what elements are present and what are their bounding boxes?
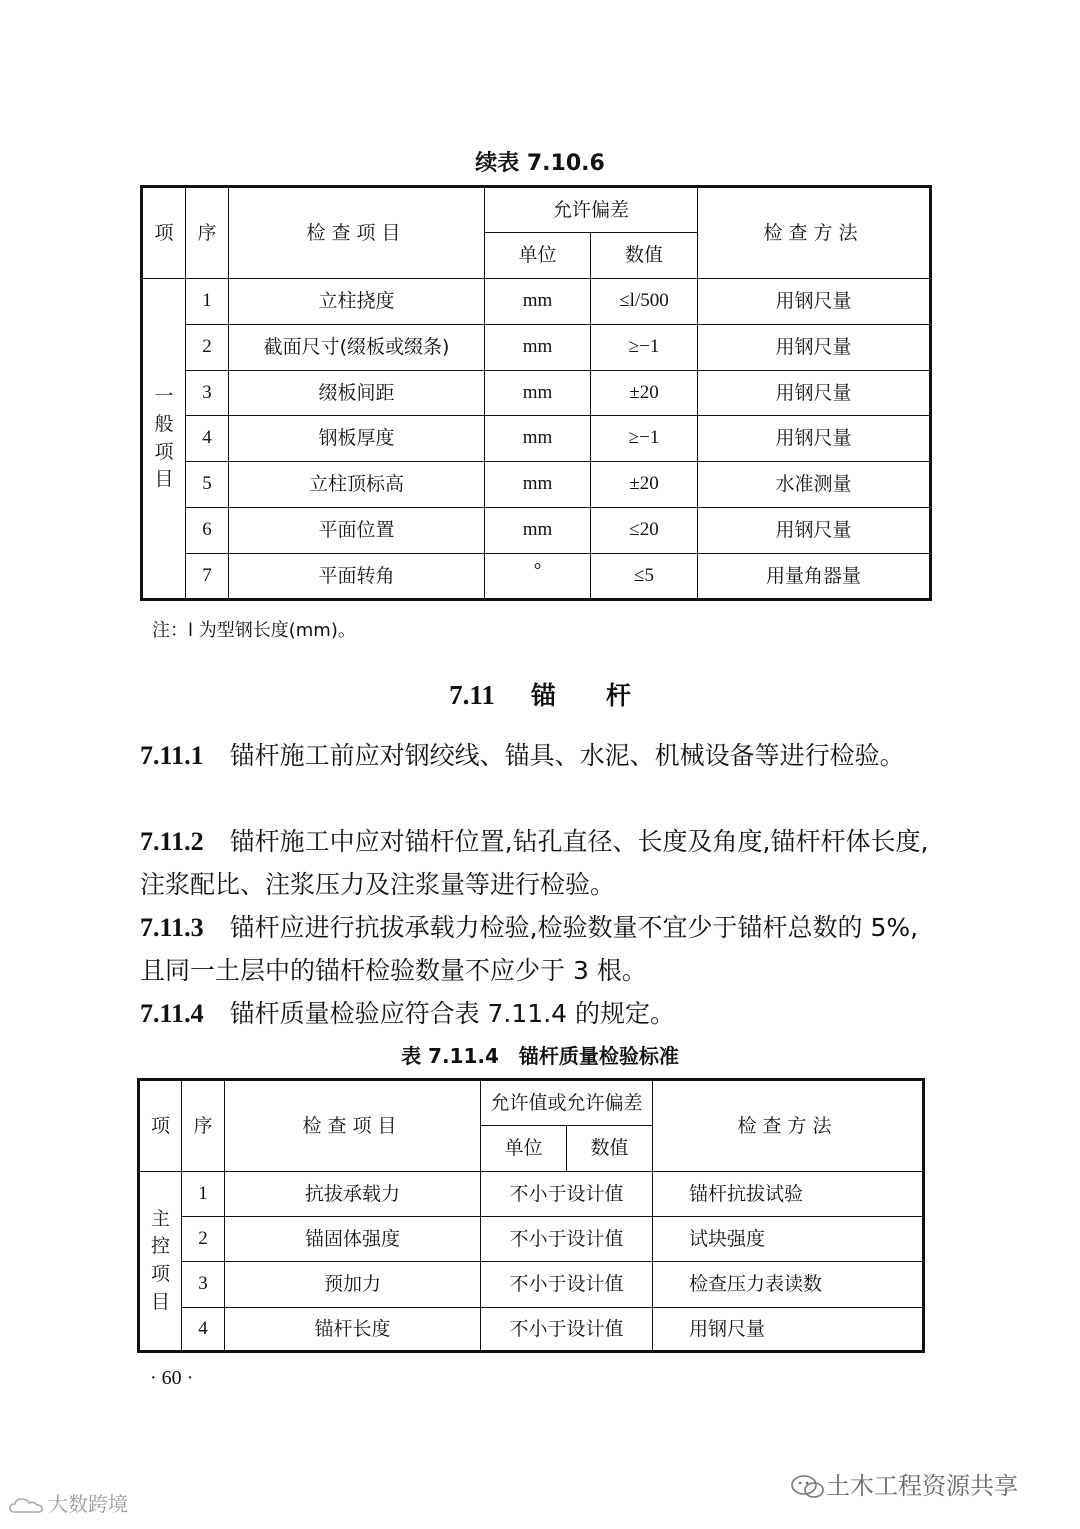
clause-number: 7.11.4 (140, 999, 204, 1028)
table-row (139, 1308, 924, 1352)
row-unit: ° (485, 554, 591, 600)
row-method: 水准测量 (698, 462, 931, 508)
t1-header-tolerance: 允许偏差 (485, 187, 698, 233)
row-seq: 1 (182, 1172, 225, 1217)
row-item: 钢板厚度 (229, 416, 485, 462)
row-unit: mm (485, 462, 591, 508)
table-row (142, 416, 931, 462)
row-method: 用量角器量 (698, 554, 931, 600)
t2-header-tolerance: 允许值或允许偏差 (481, 1080, 653, 1126)
clause-7-11-1 (140, 734, 930, 777)
t2-header-seq: 序 (182, 1080, 225, 1172)
row-item: 平面位置 (229, 508, 485, 554)
table-row (142, 279, 931, 325)
clause-7-11-3 (140, 906, 930, 992)
clause-text: 锚杆施工中应对锚杆位置,钻孔直径、长度及角度,锚杆杆体长度,注浆配比、注浆压力及注浆量等进行检验。 (140, 827, 929, 899)
watermark-left-text: 大数跨境 (48, 1492, 128, 1516)
wechat-icon (790, 1473, 826, 1501)
row-unit: mm (485, 279, 591, 325)
row-value: ≤5 (591, 554, 698, 600)
clause-text: 锚杆应进行抗拔承载力检验,检验数量不宜少于锚杆总数的 5%,且同一土层中的锚杆检验数量不应少于 3 根。 (140, 913, 919, 985)
table2-caption: 表 7.11.4 锚杆质量检验标准 (401, 1044, 679, 1068)
row-seq: 2 (182, 1217, 225, 1262)
row-item: 抗拔承载力 (225, 1172, 481, 1217)
clause-7-11-2 (140, 820, 930, 906)
table-row (142, 508, 931, 554)
t1-header-seq: 序 (186, 187, 229, 279)
table-row (142, 325, 931, 371)
row-method: 试块强度 (653, 1217, 924, 1262)
section-heading (0, 676, 1080, 712)
t2-header-value: 数值 (567, 1126, 653, 1172)
row-seq: 2 (186, 325, 229, 371)
section-title: 锚 杆 (530, 681, 631, 710)
t1-group-label: 一般项目 (142, 279, 186, 600)
row-seq: 4 (186, 416, 229, 462)
row-value: ≤20 (591, 508, 698, 554)
row-seq: 6 (186, 508, 229, 554)
row-item: 立柱顶标高 (229, 462, 485, 508)
row-value: ≥−1 (591, 416, 698, 462)
row-method: 用钢尺量 (653, 1308, 924, 1352)
row-seq: 3 (182, 1262, 225, 1308)
t1-header-method: 检查方法 (698, 187, 931, 279)
row-unit: mm (485, 416, 591, 462)
watermark-right (790, 1466, 1018, 1501)
row-method: 用钢尺量 (698, 371, 931, 416)
t1-header-value: 数值 (591, 233, 698, 279)
row-method: 用钢尺量 (698, 279, 931, 325)
row-value: ±20 (591, 371, 698, 416)
row-value: ≥−1 (591, 325, 698, 371)
table-row (142, 462, 931, 508)
clause-text: 锚杆施工前应对钢绞线、锚具、水泥、机械设备等进行检验。 (229, 741, 905, 770)
row-tolerance: 不小于设计值 (481, 1172, 653, 1217)
watermark-left (8, 1488, 128, 1517)
t2-header-unit: 单位 (481, 1126, 567, 1172)
section-number: 7.11 (449, 680, 495, 710)
row-method: 用钢尺量 (698, 508, 931, 554)
clause-number: 7.11.1 (140, 741, 204, 770)
t1-header-unit: 单位 (485, 233, 591, 279)
row-item: 截面尺寸(缀板或缀条) (229, 325, 485, 371)
row-seq: 4 (182, 1308, 225, 1352)
row-item: 锚杆长度 (225, 1308, 481, 1352)
row-unit: mm (485, 508, 591, 554)
page-number: · 60 · (150, 1367, 194, 1389)
row-item: 预加力 (225, 1262, 481, 1308)
row-item: 缀板间距 (229, 371, 485, 416)
table1 (140, 185, 932, 601)
t2-header-item: 项 (139, 1080, 182, 1172)
row-value: ≤l/500 (591, 279, 698, 325)
row-item: 平面转角 (229, 554, 485, 600)
t2-header-check-item: 检查项目 (225, 1080, 481, 1172)
row-method: 锚杆抗拔试验 (653, 1172, 924, 1217)
row-method: 检查压力表读数 (653, 1262, 924, 1308)
table-row (142, 554, 931, 600)
table-row (139, 1217, 924, 1262)
row-item: 锚固体强度 (225, 1217, 481, 1262)
row-method: 用钢尺量 (698, 416, 931, 462)
row-seq: 5 (186, 462, 229, 508)
row-tolerance: 不小于设计值 (481, 1217, 653, 1262)
clause-number: 7.11.3 (140, 913, 204, 942)
row-seq: 1 (186, 279, 229, 325)
table1-caption: 续表 7.10.6 (475, 151, 605, 176)
clause-text: 锚杆质量检验应符合表 7.11.4 的规定。 (229, 999, 675, 1028)
row-seq: 3 (186, 371, 229, 416)
watermark-right-text: 土木工程资源共享 (826, 1472, 1018, 1500)
table2 (137, 1078, 925, 1353)
row-unit: mm (485, 371, 591, 416)
clause-7-11-4 (140, 992, 930, 1035)
t2-group-label: 主控项目 (139, 1172, 182, 1352)
t1-header-check-item: 检查项目 (229, 187, 485, 279)
row-value: ±20 (591, 462, 698, 508)
t2-header-method: 检查方法 (653, 1080, 924, 1172)
table1-note: 注：l 为型钢长度(mm)。 (152, 620, 356, 641)
row-item: 立柱挠度 (229, 279, 485, 325)
clause-number: 7.11.2 (140, 827, 204, 856)
t1-header-item: 项 (142, 187, 186, 279)
table-row (139, 1262, 924, 1308)
table-row (139, 1172, 924, 1217)
row-tolerance: 不小于设计值 (481, 1262, 653, 1308)
row-tolerance: 不小于设计值 (481, 1308, 653, 1352)
cloud-logo-icon (8, 1495, 48, 1517)
row-method: 用钢尺量 (698, 325, 931, 371)
row-unit: mm (485, 325, 591, 371)
row-seq: 7 (186, 554, 229, 600)
table-row (142, 371, 931, 416)
